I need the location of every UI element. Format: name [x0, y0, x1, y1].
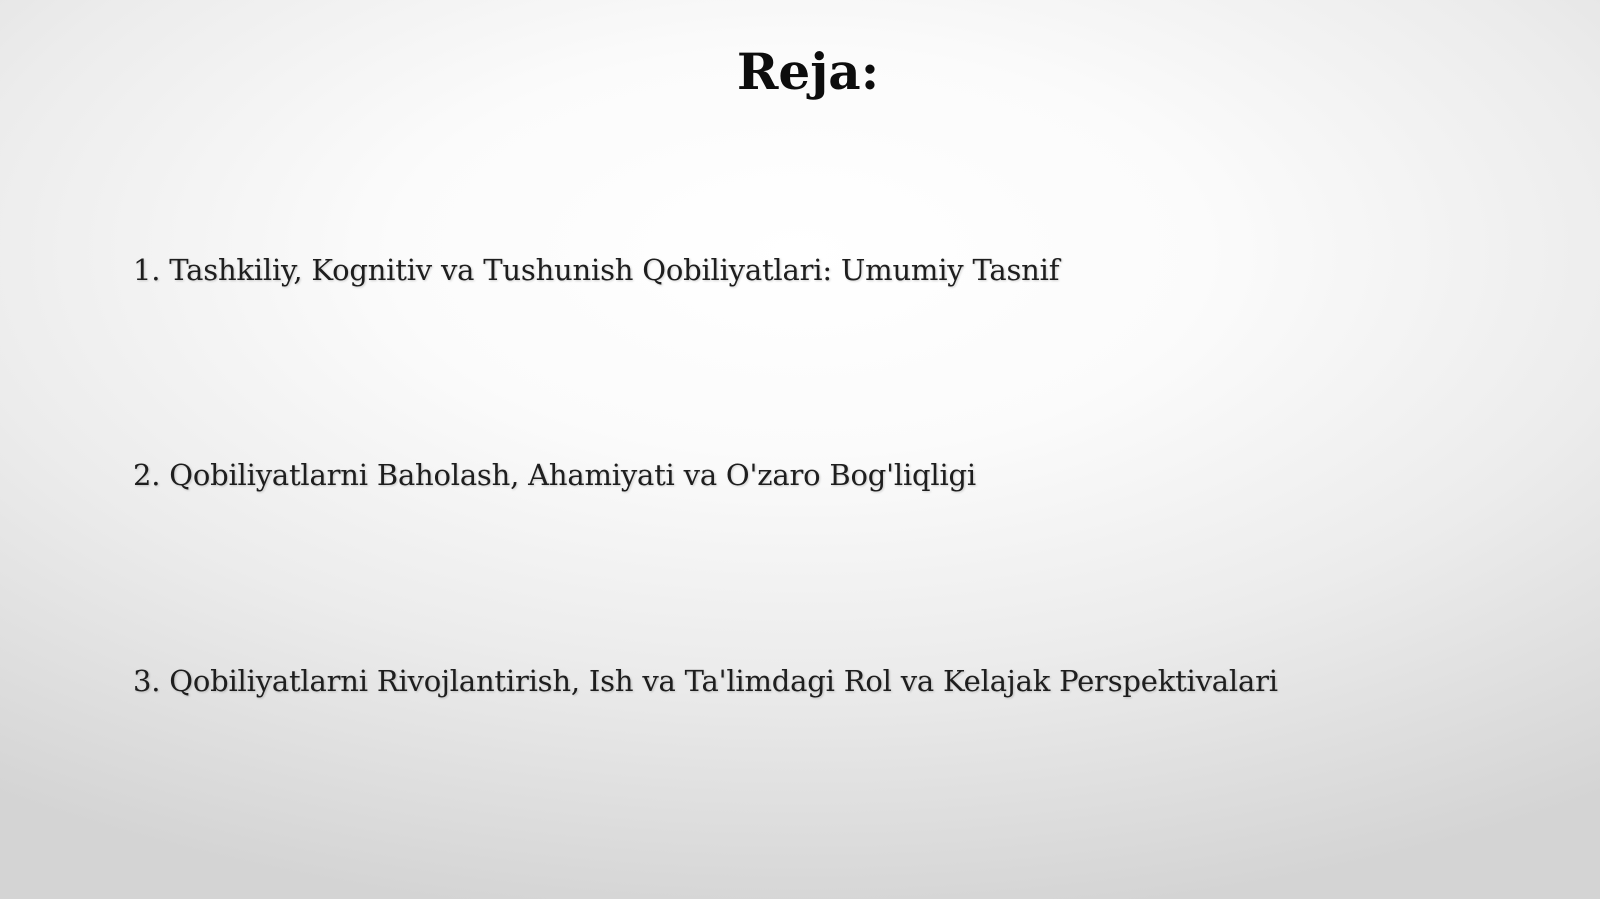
- plan-item-3: 3. Qobiliyatlarni Rivojlantirish, Ish va Ta'limdagi Rol va Kelajak Perspektivalari: [133, 664, 1278, 698]
- plan-item-2: 2. Qobiliyatlarni Baholash, Ahamiyati va O'zaro Bog'liqligi: [133, 458, 976, 492]
- slide-title: Reja:: [736, 42, 880, 101]
- plan-item-1: 1. Tashkiliy, Kognitiv va Tushunish Qobiliyatlari: Umumiy Tasnif: [133, 253, 1060, 287]
